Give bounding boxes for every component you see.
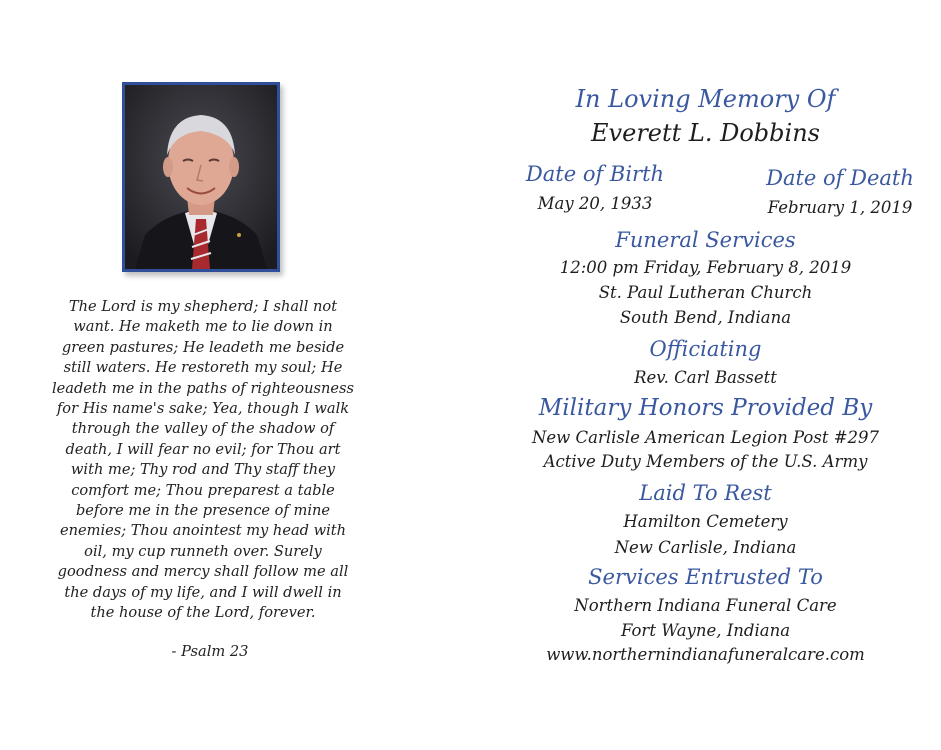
psalm-line: enemies; Thou anointest my head with	[59, 522, 347, 540]
officiant: Rev. Carl Bassett	[634, 368, 777, 387]
right-panel	[470, 0, 941, 750]
psalm-line: The Lord is my shepherd; I shall not	[68, 298, 338, 315]
birth-date: May 20, 1933	[537, 194, 653, 213]
psalm-23-text	[44, 297, 362, 624]
psalm-line: for His name's sake; Yea, though I walk	[56, 400, 350, 418]
military-line-1: New Carlisle American Legion Post #297	[531, 428, 880, 447]
death-date: February 1, 2019	[767, 198, 913, 217]
rest-label: Laid To Rest	[639, 481, 772, 505]
birth-label: Date of Birth	[525, 162, 665, 186]
psalm-line: the days of my life, and I will dwell in	[64, 583, 342, 601]
funeral-place: St. Paul Lutheran Church	[598, 283, 813, 302]
entrusted-website: www.northernindianafuneralcare.com	[546, 645, 865, 664]
psalm-line: want. He maketh me to lie down in	[73, 318, 333, 336]
military-label: Military Honors Provided By	[538, 395, 873, 421]
death-label: Date of Death	[766, 166, 914, 190]
officiating-label: Officiating	[649, 337, 762, 361]
portrait-image	[125, 85, 277, 269]
psalm-line: green pastures; He leadeth me beside	[61, 338, 345, 356]
funeral-time: 12:00 pm Friday, February 8, 2019	[559, 258, 852, 277]
psalm-line: before me in the presence of mine	[75, 502, 331, 520]
funeral-city: South Bend, Indiana	[619, 308, 792, 327]
memorial-heading: In Loving Memory Of	[575, 85, 836, 113]
funeral-label: Funeral Services	[615, 228, 796, 252]
psalm-line: death, I will fear no evil; for Thou art	[65, 440, 341, 458]
rest-city: New Carlisle, Indiana	[614, 538, 797, 557]
psalm-reference: - Psalm 23	[171, 643, 249, 660]
psalm-line: still waters. He restoreth my soul; He	[63, 359, 343, 377]
rest-place: Hamilton Cemetery	[623, 512, 788, 531]
left-panel	[0, 0, 460, 750]
psalm-line: comfort me; Thou preparest a table	[71, 481, 335, 499]
psalm-line: through the valley of the shadow of	[71, 420, 335, 438]
portrait-photo	[122, 82, 280, 272]
psalm-line: oil, my cup runneth over. Surely	[84, 542, 322, 560]
entrusted-name: Northern Indiana Funeral Care	[574, 596, 837, 615]
psalm-line: goodness and mercy shall follow me all	[57, 563, 349, 581]
psalm-line: the house of the Lord, forever.	[90, 604, 316, 622]
psalm-line: leadeth me in the paths of righteousness	[51, 379, 355, 397]
entrusted-label: Services Entrusted To	[588, 565, 823, 589]
entrusted-city: Fort Wayne, Indiana	[620, 621, 791, 640]
psalm-line: with me; Thy rod and Thy staff they	[70, 461, 336, 479]
military-line-2: Active Duty Members of the U.S. Army	[543, 452, 868, 471]
deceased-name: Everett L. Dobbins	[591, 119, 820, 147]
